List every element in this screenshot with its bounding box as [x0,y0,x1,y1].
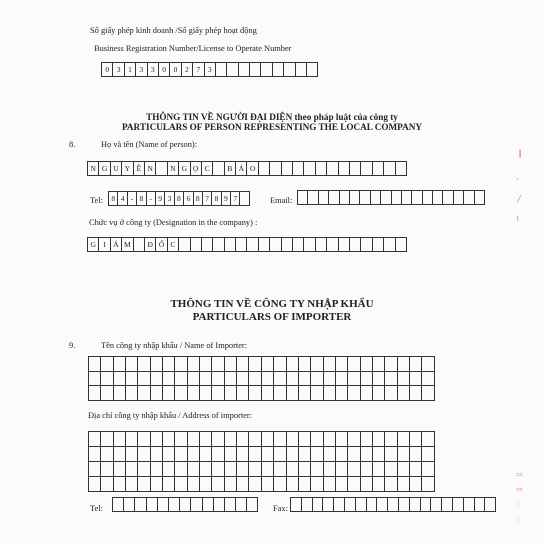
importer-address-cell[interactable] [100,476,113,492]
designation-char-box[interactable]: Ố [155,237,167,252]
importer-address-cell[interactable] [384,461,397,477]
importer-name-cell[interactable] [347,371,360,387]
importer-name-cell[interactable] [236,385,249,401]
registration-char-box[interactable]: 3 [135,62,147,77]
name-char-box[interactable]: Ả [235,161,247,176]
designation-boxes [87,237,406,252]
stamp-mark: ┃ [518,150,523,158]
tel-char-box[interactable]: - [127,191,137,206]
importer-address-cell[interactable] [199,431,212,447]
importer-address-cell[interactable] [273,431,286,447]
tel-char-box[interactable]: 6 [183,191,193,206]
tel-char-box[interactable]: 8 [193,191,203,206]
importer-address-cell[interactable] [224,476,237,492]
importer-name-cell[interactable] [199,356,212,372]
stamp-mark: ⌇ [516,215,520,223]
importer-name-cell[interactable] [248,371,261,387]
importer-name-cell[interactable] [298,371,311,387]
importer-name-cell[interactable] [323,385,336,401]
importer-name-cell[interactable] [174,356,187,372]
importer-address-cell[interactable] [211,431,224,447]
name-char-box[interactable]: N [167,161,179,176]
importer-address-cell[interactable] [421,461,434,477]
importer-name-cell[interactable] [88,385,101,401]
importer-address-cell[interactable] [286,461,299,477]
tel-char-box[interactable]: - [146,191,156,206]
importer-name-cell[interactable] [372,385,385,401]
importer-name-cell[interactable] [384,356,397,372]
item-number-8: 8. [69,140,76,149]
importer-name-cell[interactable] [347,385,360,401]
stamp-mark: ◌ [516,500,521,508]
importer-address-cell[interactable] [199,446,212,462]
importer-name-cell[interactable] [100,385,113,401]
importer-address-cell[interactable] [88,461,101,477]
importer-name-cell[interactable] [347,356,360,372]
importer-name-cell[interactable] [421,371,434,387]
importer-name-cell[interactable] [100,356,113,372]
importer-address-cell[interactable] [125,476,138,492]
importer-name-cell[interactable] [137,371,150,387]
registration-char-box[interactable]: 3 [112,62,124,77]
name-char-box[interactable]: G [98,161,110,176]
representative-heading-vi: THÔNG TIN VỀ NGƯỜI ĐẠI DIỆN theo pháp luật của công ty [146,112,398,122]
importer-name-cell[interactable] [224,356,237,372]
email-label: Email: [270,196,293,205]
tel-char-box[interactable]: 8 [174,191,184,206]
importer-address-cell[interactable] [409,461,422,477]
importer-name-cell[interactable] [310,385,323,401]
stamp-mark: ◦ [516,175,519,183]
importer-address-cell[interactable] [323,431,336,447]
importer-address-cell[interactable] [100,461,113,477]
importer-address-cell[interactable] [137,476,150,492]
email-char-box[interactable] [474,190,485,205]
importer-name-cell[interactable] [261,385,274,401]
importer-address-cell[interactable] [286,476,299,492]
importer-address-cell[interactable] [372,476,385,492]
importer-address-cell[interactable] [187,461,200,477]
name-char-box[interactable]: G [178,161,190,176]
importer-address-cell[interactable] [100,446,113,462]
importer-name-cell[interactable] [113,385,126,401]
importer-name-cell[interactable] [125,356,138,372]
importer-address-cell[interactable] [88,476,101,492]
stamp-mark: ╱ [517,195,522,203]
importer-address-cell[interactable] [88,446,101,462]
name-char-box[interactable]: N [87,161,99,176]
importer-name-cell[interactable] [384,385,397,401]
importer-name-cell[interactable] [273,356,286,372]
importer-address-cell[interactable] [236,461,249,477]
importer-name-cell[interactable] [286,385,299,401]
registration-char-box[interactable]: 1 [124,62,136,77]
importer-address-cell[interactable] [409,446,422,462]
importer-tel-boxes [112,497,257,512]
importer-address-cell[interactable] [174,431,187,447]
importer-name-cell[interactable] [286,371,299,387]
importer-name-cell[interactable] [286,356,299,372]
importer-name-cell[interactable] [323,371,336,387]
importer-address-cell[interactable] [125,461,138,477]
importer-name-cell[interactable] [174,385,187,401]
importer-heading-en: PARTICULARS OF IMPORTER [192,311,352,323]
importer-name-cell[interactable] [162,385,175,401]
registration-char-box[interactable]: 0 [101,62,113,77]
importer-name-cell[interactable] [360,356,373,372]
importer-address-cell[interactable] [248,446,261,462]
importer-address-cell[interactable] [298,461,311,477]
importer-address-cell[interactable] [150,476,163,492]
importer-name-cell[interactable] [187,356,200,372]
importer-address-cell[interactable] [335,431,348,447]
importer-address-cell[interactable] [384,431,397,447]
importer-name-cell[interactable] [224,385,237,401]
stamp-mark: ▭ [516,485,523,493]
tel-char-box[interactable]: 7 [202,191,212,206]
tel-char-box[interactable]: 9 [221,191,231,206]
importer-address-cell[interactable] [100,431,113,447]
importer-name-cell[interactable] [162,371,175,387]
importer-name-cell[interactable] [248,385,261,401]
importer-name-cell[interactable] [211,356,224,372]
importer-address-cell[interactable] [150,446,163,462]
importer-address-cell[interactable] [360,476,373,492]
importer-name-cell[interactable] [360,371,373,387]
importer-address-cell[interactable] [261,476,274,492]
business-registration-label-vi: Số giấy phép kinh doanh /Số giấy phép hoạt động [90,26,257,35]
tel-char-box[interactable]: 7 [230,191,240,206]
importer-address-cell[interactable] [360,431,373,447]
importer-address-cell[interactable] [298,446,311,462]
importer-name-cell[interactable] [211,371,224,387]
tel-char-box[interactable]: 8 [211,191,221,206]
registration-char-box[interactable]: 0 [169,62,181,77]
importer-name-cell[interactable] [360,385,373,401]
importer-address-cell[interactable] [162,431,175,447]
item-number-9: 9. [69,341,76,350]
importer-address-cell[interactable] [298,431,311,447]
name-char-box[interactable] [395,161,407,176]
importer-name-cell[interactable] [174,371,187,387]
importer-address-cell[interactable] [397,476,410,492]
importer-name-cell[interactable] [323,356,336,372]
importer-tel-label: Tel: [90,504,103,513]
tel-char-box[interactable] [239,191,249,206]
tel-char-box[interactable]: 9 [155,191,165,206]
importer-address-cell[interactable] [125,446,138,462]
importer-address-cell[interactable] [248,476,261,492]
importer-name-cell[interactable] [409,356,422,372]
importer-name-cell[interactable] [113,371,126,387]
importer-address-cell[interactable] [137,446,150,462]
importer-name-cell[interactable] [409,371,422,387]
importer-address-cell[interactable] [113,476,126,492]
importer-address-cell[interactable] [236,476,249,492]
importer-name-cell[interactable] [125,371,138,387]
importer-tel-char-box[interactable] [246,497,258,512]
importer-address-cell[interactable] [298,476,311,492]
importer-name-cell[interactable] [335,385,348,401]
importer-name-cell[interactable] [100,371,113,387]
importer-address-cell[interactable] [335,461,348,477]
importer-address-cell[interactable] [224,446,237,462]
importer-address-cell[interactable] [199,476,212,492]
importer-name-cell[interactable] [211,385,224,401]
importer-name-cell[interactable] [224,371,237,387]
importer-address-cell[interactable] [409,431,422,447]
importer-address-cell[interactable] [273,476,286,492]
importer-name-cell[interactable] [113,356,126,372]
importer-name-cell[interactable] [397,385,410,401]
tel-char-box[interactable]: 4 [117,191,127,206]
importer-address-cell[interactable] [224,461,237,477]
importer-address-cell[interactable] [273,446,286,462]
importer-address-cell[interactable] [162,476,175,492]
importer-name-cell[interactable] [150,356,163,372]
importer-name-cell[interactable] [421,385,434,401]
importer-address-cell[interactable] [113,461,126,477]
importer-name-grid [88,356,434,400]
importer-address-cell[interactable] [211,446,224,462]
importer-address-cell[interactable] [310,461,323,477]
importer-address-cell[interactable] [397,431,410,447]
importer-address-cell[interactable] [323,446,336,462]
name-char-box[interactable]: C [201,161,213,176]
importer-address-grid [88,431,434,491]
importer-address-cell[interactable] [236,431,249,447]
importer-name-cell[interactable] [88,371,101,387]
tel-char-box[interactable]: 8 [108,191,118,206]
importer-address-cell[interactable] [335,476,348,492]
business-registration-boxes [101,62,317,77]
person-name-label: Họ và tên (Name of person): [101,140,198,149]
importer-address-cell[interactable] [360,446,373,462]
importer-address-cell[interactable] [113,446,126,462]
designation-char-box[interactable] [395,237,407,252]
importer-name-cell[interactable] [236,371,249,387]
importer-name-cell[interactable] [137,356,150,372]
importer-address-cell[interactable] [347,446,360,462]
importer-address-cell[interactable] [323,461,336,477]
importer-address-cell[interactable] [150,431,163,447]
importer-name-cell[interactable] [199,385,212,401]
importer-name-cell[interactable] [372,356,385,372]
email-boxes [297,190,484,205]
importer-address-cell[interactable] [360,461,373,477]
importer-address-cell[interactable] [372,431,385,447]
registration-char-box[interactable]: 3 [204,62,216,77]
importer-name-cell[interactable] [150,371,163,387]
designation-char-box[interactable]: M [121,237,133,252]
importer-address-cell[interactable] [162,446,175,462]
designation-char-box[interactable]: Đ [144,237,156,252]
registration-char-box[interactable]: 7 [192,62,204,77]
importer-fax-label: Fax: [273,504,288,513]
importer-name-cell[interactable] [187,385,200,401]
importer-address-cell[interactable] [310,431,323,447]
importer-name-cell[interactable] [384,371,397,387]
importer-address-cell[interactable] [174,461,187,477]
importer-address-cell[interactable] [125,431,138,447]
importer-address-cell[interactable] [421,446,434,462]
importer-name-cell[interactable] [273,385,286,401]
registration-char-box[interactable]: 3 [147,62,159,77]
importer-address-cell[interactable] [335,446,348,462]
importer-name-cell[interactable] [236,356,249,372]
importer-address-cell[interactable] [384,476,397,492]
importer-address-cell[interactable] [384,446,397,462]
importer-name-cell[interactable] [199,371,212,387]
importer-address-label: Địa chỉ công ty nhập khẩu / Address of importer: [88,411,252,420]
importer-address-cell[interactable] [224,431,237,447]
importer-address-cell[interactable] [162,461,175,477]
importer-address-cell[interactable] [174,446,187,462]
importer-name-label: Tên công ty nhập khẩu / Name of Importer: [101,341,248,350]
importer-address-cell[interactable] [137,461,150,477]
importer-address-cell[interactable] [187,431,200,447]
importer-name-cell[interactable] [310,371,323,387]
name-char-box[interactable]: Ễ [133,161,145,176]
name-char-box[interactable]: Y [121,161,133,176]
importer-address-cell[interactable] [286,446,299,462]
person-name-boxes [87,161,406,176]
importer-name-cell[interactable] [261,371,274,387]
importer-name-cell[interactable] [125,385,138,401]
name-char-box[interactable]: U [110,161,122,176]
name-char-box[interactable]: N [144,161,156,176]
importer-name-cell[interactable] [137,385,150,401]
importer-address-cell[interactable] [248,461,261,477]
importer-name-cell[interactable] [421,356,434,372]
importer-name-cell[interactable] [298,356,311,372]
registration-char-box[interactable]: 2 [181,62,193,77]
importer-address-cell[interactable] [248,431,261,447]
importer-address-cell[interactable] [261,446,274,462]
importer-address-cell[interactable] [372,446,385,462]
representative-heading-en: PARTICULARS OF PERSON REPRESENTING THE LOCAL COMPANY [121,122,422,132]
importer-name-cell[interactable] [150,385,163,401]
importer-name-cell[interactable] [372,371,385,387]
importer-address-cell[interactable] [187,446,200,462]
importer-name-cell[interactable] [273,371,286,387]
designation-char-box[interactable]: Á [110,237,122,252]
importer-address-cell[interactable] [236,446,249,462]
importer-fax-char-box[interactable] [484,497,496,512]
tel-char-box[interactable]: 3 [164,191,174,206]
importer-address-cell[interactable] [273,461,286,477]
importer-name-cell[interactable] [397,371,410,387]
importer-fax-boxes [290,497,495,512]
tel-boxes [108,191,249,206]
name-char-box[interactable]: O [246,161,258,176]
importer-address-cell[interactable] [310,446,323,462]
importer-address-cell[interactable] [409,476,422,492]
importer-address-cell[interactable] [113,431,126,447]
importer-address-cell[interactable] [323,476,336,492]
importer-heading-vi: THÔNG TIN VỀ CÔNG TY NHẬP KHẨU [170,298,374,310]
importer-address-cell[interactable] [421,476,434,492]
importer-address-cell[interactable] [261,461,274,477]
name-char-box[interactable]: B [224,161,236,176]
designation-label: Chức vụ ở công ty (Designation in the company) : [89,218,258,227]
name-char-box[interactable]: Ọ [190,161,202,176]
importer-address-cell[interactable] [150,461,163,477]
importer-address-cell[interactable] [372,461,385,477]
importer-name-cell[interactable] [397,356,410,372]
importer-address-cell[interactable] [397,446,410,462]
stamp-mark: ◌ [516,516,521,524]
importer-address-cell[interactable] [397,461,410,477]
importer-address-cell[interactable] [310,476,323,492]
importer-name-cell[interactable] [335,356,348,372]
importer-name-cell[interactable] [187,371,200,387]
importer-name-cell[interactable] [162,356,175,372]
importer-name-cell[interactable] [409,385,422,401]
importer-name-cell[interactable] [248,356,261,372]
importer-address-cell[interactable] [88,431,101,447]
importer-address-cell[interactable] [211,476,224,492]
importer-address-cell[interactable] [211,461,224,477]
designation-char-box[interactable]: C [167,237,179,252]
tel-label: Tel: [90,196,103,205]
importer-name-cell[interactable] [310,356,323,372]
registration-char-box[interactable]: 0 [158,62,170,77]
importer-address-cell[interactable] [261,431,274,447]
business-registration-label-en: Business Registration Number/License to Operate Number [94,44,292,53]
registration-char-box[interactable] [306,62,318,77]
importer-address-cell[interactable] [199,461,212,477]
importer-name-cell[interactable] [335,371,348,387]
importer-address-cell[interactable] [286,431,299,447]
importer-name-cell[interactable] [298,385,311,401]
designation-char-box[interactable]: I [98,237,110,252]
importer-name-cell[interactable] [261,356,274,372]
stamp-mark: ▭ [516,470,523,478]
designation-char-box[interactable]: G [87,237,99,252]
importer-address-cell[interactable] [137,431,150,447]
importer-address-cell[interactable] [347,461,360,477]
importer-address-cell[interactable] [347,431,360,447]
importer-address-cell[interactable] [347,476,360,492]
tel-char-box[interactable]: 8 [136,191,146,206]
importer-address-cell[interactable] [174,476,187,492]
importer-address-cell[interactable] [187,476,200,492]
importer-name-cell[interactable] [88,356,101,372]
importer-address-cell[interactable] [421,431,434,447]
